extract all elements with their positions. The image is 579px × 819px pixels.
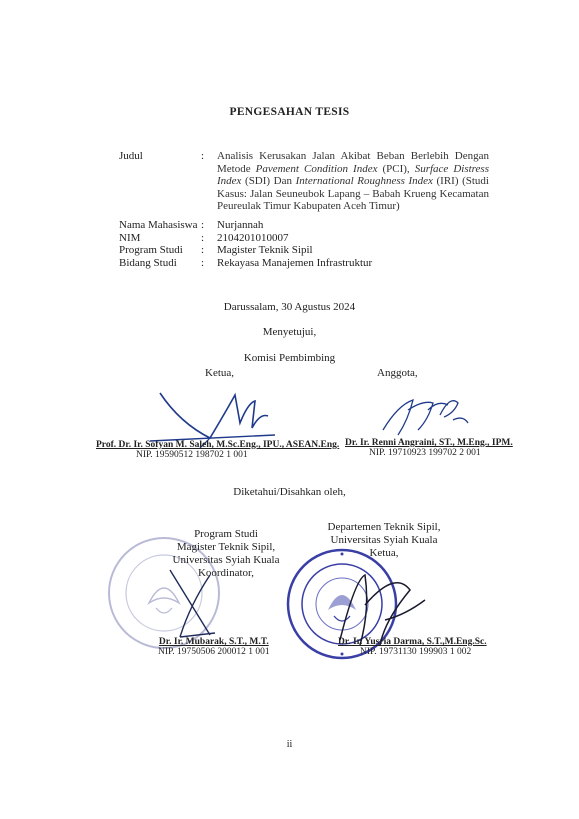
colon: : xyxy=(201,244,205,257)
prodi-value: Magister Teknik Sipil xyxy=(217,244,313,257)
nim-row xyxy=(119,232,489,245)
judul-part: Surface Distress Index xyxy=(217,162,489,188)
bidang-row xyxy=(119,257,489,270)
thesis-info xyxy=(119,150,489,269)
nama-row xyxy=(119,219,489,232)
place-date: Darussalam, 30 Agustus 2024 xyxy=(223,301,356,313)
committee-text: Komisi Pembimbing xyxy=(243,352,336,364)
anggota-role: Anggota, xyxy=(377,367,418,379)
judul-part: (PCI), xyxy=(377,162,415,175)
koordinator-signature xyxy=(160,565,220,645)
koordinator-name: Dr. Ir. Mubarak, S.T., M.T. xyxy=(158,637,269,647)
bidang-label: Bidang Studi xyxy=(119,256,177,269)
koordinator-line1: Program Studi xyxy=(194,528,258,540)
prodi-row xyxy=(119,244,489,257)
judul-part: International Roughness Index xyxy=(295,175,433,188)
ketua-sign-area xyxy=(96,440,339,460)
koordinator-sign-area xyxy=(158,637,270,657)
koordinator-line2: Magister Teknik Sipil, xyxy=(176,541,276,553)
judul-part: (SDI) Dan xyxy=(241,175,296,188)
approve-text: Menyetujui, xyxy=(262,326,317,338)
kepala-name: Dr. Ir. Yusria Darma, S.T.,M.Eng.Sc. xyxy=(338,637,487,647)
page-number: ii xyxy=(286,739,293,750)
prodi-label: Program Studi xyxy=(119,244,183,257)
colon: : xyxy=(201,218,205,231)
ketua-role: Ketua, xyxy=(205,367,235,379)
judul-part: (IRI) (Studi Kasus: Jalan Seuneubok Lapang – Babah Krueng Kecamatan Peureulak Timur Kabupaten Aceh Timur) xyxy=(217,175,489,213)
nama-label: Nama Mahasiswa xyxy=(119,218,198,231)
judul-label: Judul xyxy=(119,150,143,162)
kepala-heading xyxy=(319,521,449,560)
colon: : xyxy=(201,150,205,162)
kepala-nip: NIP. 19731130 199903 1 002 xyxy=(360,647,472,657)
page-title: PENGESAHAN TESIS xyxy=(229,106,350,118)
judul-part: Pavement Condition Index xyxy=(255,162,378,175)
kepala-line2: Universitas Syiah Kuala xyxy=(330,534,438,546)
kepala-line3: Ketua, xyxy=(369,547,399,559)
judul-part: Analisis Kerusakan Jalan Akibat Beban Berlebih Dengan Metode xyxy=(217,150,489,175)
kepala-sign-area xyxy=(338,637,487,657)
koordinator-line3: Universitas Syiah Kuala xyxy=(172,554,280,566)
colon: : xyxy=(201,231,205,244)
acknowledged-text: Diketahui/Disahkan oleh, xyxy=(233,486,346,498)
colon: : xyxy=(201,256,205,269)
bidang-value: Rekayasa Manajemen Infrastruktur xyxy=(217,256,373,269)
anggota-name: Dr. Ir. Renni Angraini, ST., M.Eng., IPM. xyxy=(345,438,513,448)
anggota-nip: NIP. 19710923 199702 2 001 xyxy=(369,448,481,458)
anggota-signature xyxy=(378,385,478,445)
nama-value: Nurjannah xyxy=(217,218,264,231)
judul-row xyxy=(119,150,489,213)
judul-value xyxy=(217,150,489,213)
kepala-line1: Departemen Teknik Sipil, xyxy=(327,521,441,533)
ketua-name: Prof. Dr. Ir. Sofyan M. Saleh, M.Sc.Eng., IPU., ASEAN.Eng. xyxy=(96,440,340,450)
nim-value: 2104201010007 xyxy=(217,231,289,244)
koordinator-nip: NIP. 19750506 200012 1 001 xyxy=(158,647,270,657)
nim-label: NIM xyxy=(119,231,141,244)
koordinator-line4: Koordinator, xyxy=(197,567,255,579)
ketua-nip: NIP. 19590512 198702 1 001 xyxy=(136,450,248,460)
anggota-sign-area xyxy=(345,438,513,458)
